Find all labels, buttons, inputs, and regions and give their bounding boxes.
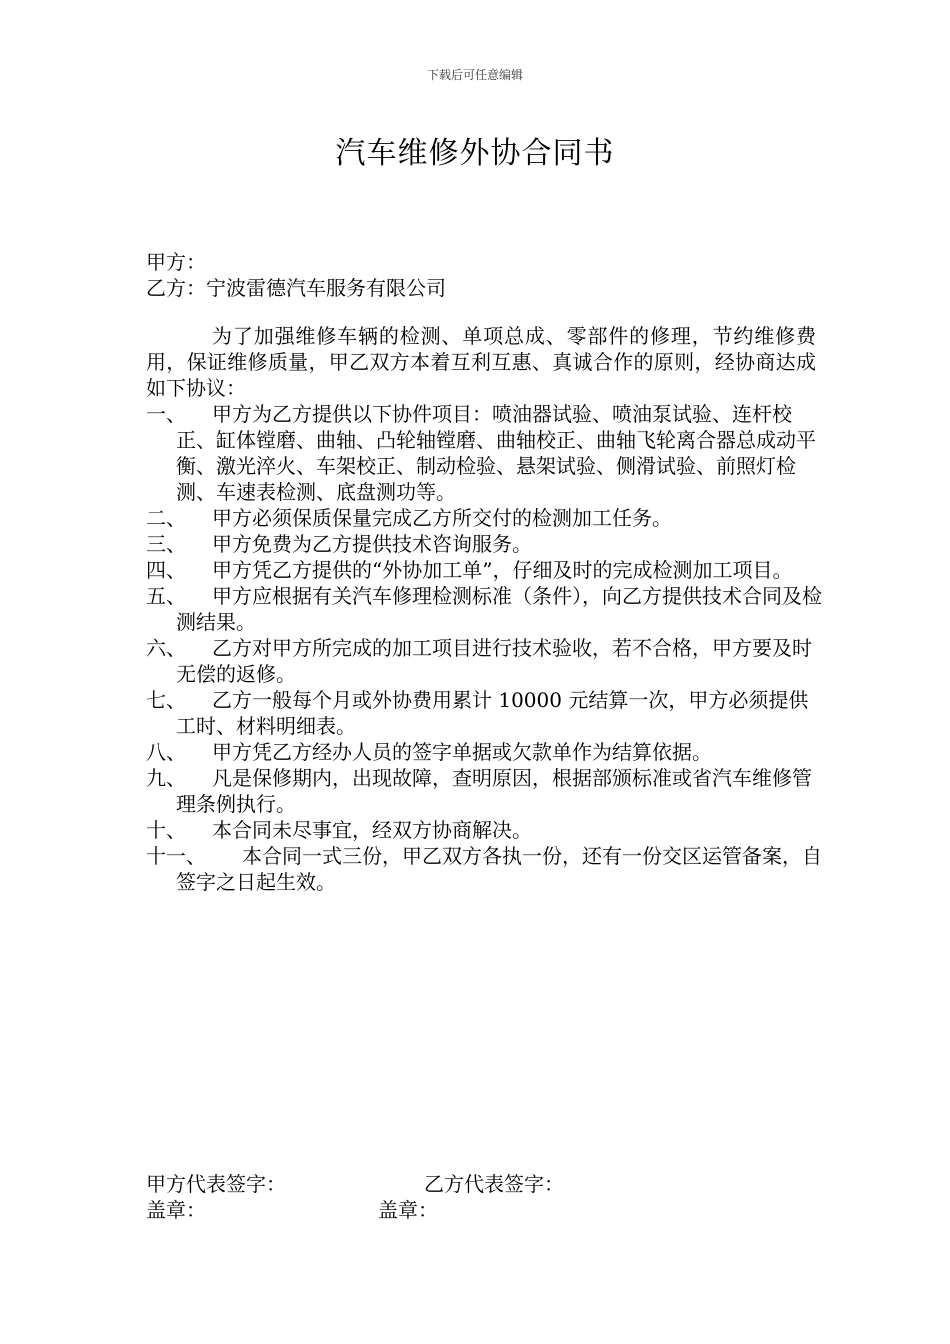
clause-number: 三、 <box>146 532 186 556</box>
clause-item <box>146 817 822 843</box>
clause-item <box>146 843 822 895</box>
clause-number: 十、 <box>146 818 186 842</box>
clause-text: 甲方为乙方提供以下协件项目：喷油器试验、喷油泵试验、连杆校正、缸体镗磨、曲轴、凸轮轴镗磨、曲轴校正、曲轴飞轮离合器总成动平衡、激光淬火、车架校正、制动检验、悬架试验、侧滑试验、前照灯检测、车速表检测、底盘测功等。 <box>176 402 816 504</box>
clause-text: 凡是保修期内，出现故障，查明原因，根据部颁标准或省汽车维修管理条例执行。 <box>176 766 812 816</box>
clause-number: 十一、 <box>146 844 206 868</box>
clause-item <box>146 765 822 817</box>
party-a-line: 甲方： <box>146 250 206 274</box>
clause-list <box>146 401 822 895</box>
clause-number: 九、 <box>146 766 186 790</box>
clause-text: 甲方应根据有关汽车修理检测标准（条件），向乙方提供技术合同及检测结果。 <box>176 584 822 634</box>
clause-item <box>146 401 822 505</box>
clause-text: 甲方必须保质保量完成乙方所交付的检测加工任务。 <box>212 506 672 530</box>
clause-item <box>146 687 822 739</box>
clause-item <box>146 635 822 687</box>
intro-paragraph: 为了加强维修车辆的检测、单项总成、零部件的修理，节约维修费用，保证维修质量，甲乙双方本着互利互惠、真诚合作的原则，经协商达成如下协议： <box>146 324 816 400</box>
clause-item <box>146 739 822 765</box>
clause-text: 甲方免费为乙方提供技术咨询服务。 <box>212 532 532 556</box>
clause-item <box>146 531 822 557</box>
clause-number: 七、 <box>146 688 186 712</box>
clause-item <box>146 557 822 583</box>
clause-number: 八、 <box>146 740 186 764</box>
header-note: 下载后可任意编辑 <box>426 68 523 82</box>
clause-number: 四、 <box>146 558 186 582</box>
clause-text: 甲方凭乙方提供的“外协加工单”，仔细及时的完成检测加工项目。 <box>212 558 793 582</box>
party-a-seal: 盖章： <box>146 1198 206 1222</box>
clause-text: 甲方凭乙方经办人员的签字单据或欠款单作为结算依据。 <box>212 740 712 764</box>
clause-number: 六、 <box>146 636 186 660</box>
clause-item <box>146 505 822 531</box>
clause-number: 五、 <box>146 584 186 608</box>
clause-item <box>146 583 822 635</box>
clause-text: 本合同一式三份，甲乙双方各执一份，还有一份交区运管备案，自签字之日起生效。 <box>176 844 822 894</box>
clause-text: 乙方一般每个月或外协费用累计 10000 元结算一次，甲方必须提供工时、材料明细表。 <box>176 688 809 738</box>
clause-number: 一、 <box>146 402 186 426</box>
clause-number: 二、 <box>146 506 186 530</box>
clause-text: 本合同未尽事宜，经双方协商解决。 <box>212 818 532 842</box>
party-b-representative-signature: 乙方代表签字： <box>424 1172 564 1196</box>
party-b-seal: 盖章： <box>378 1198 438 1222</box>
party-a-representative-signature: 甲方代表签字： <box>146 1172 286 1196</box>
clause-text: 乙方对甲方所完成的加工项目进行技术验收，若不合格，甲方要及时无偿的返修。 <box>176 636 812 686</box>
party-b-line: 乙方：宁波雷德汽车服务有限公司 <box>146 276 446 300</box>
document-title: 汽车维修外协合同书 <box>335 136 615 171</box>
